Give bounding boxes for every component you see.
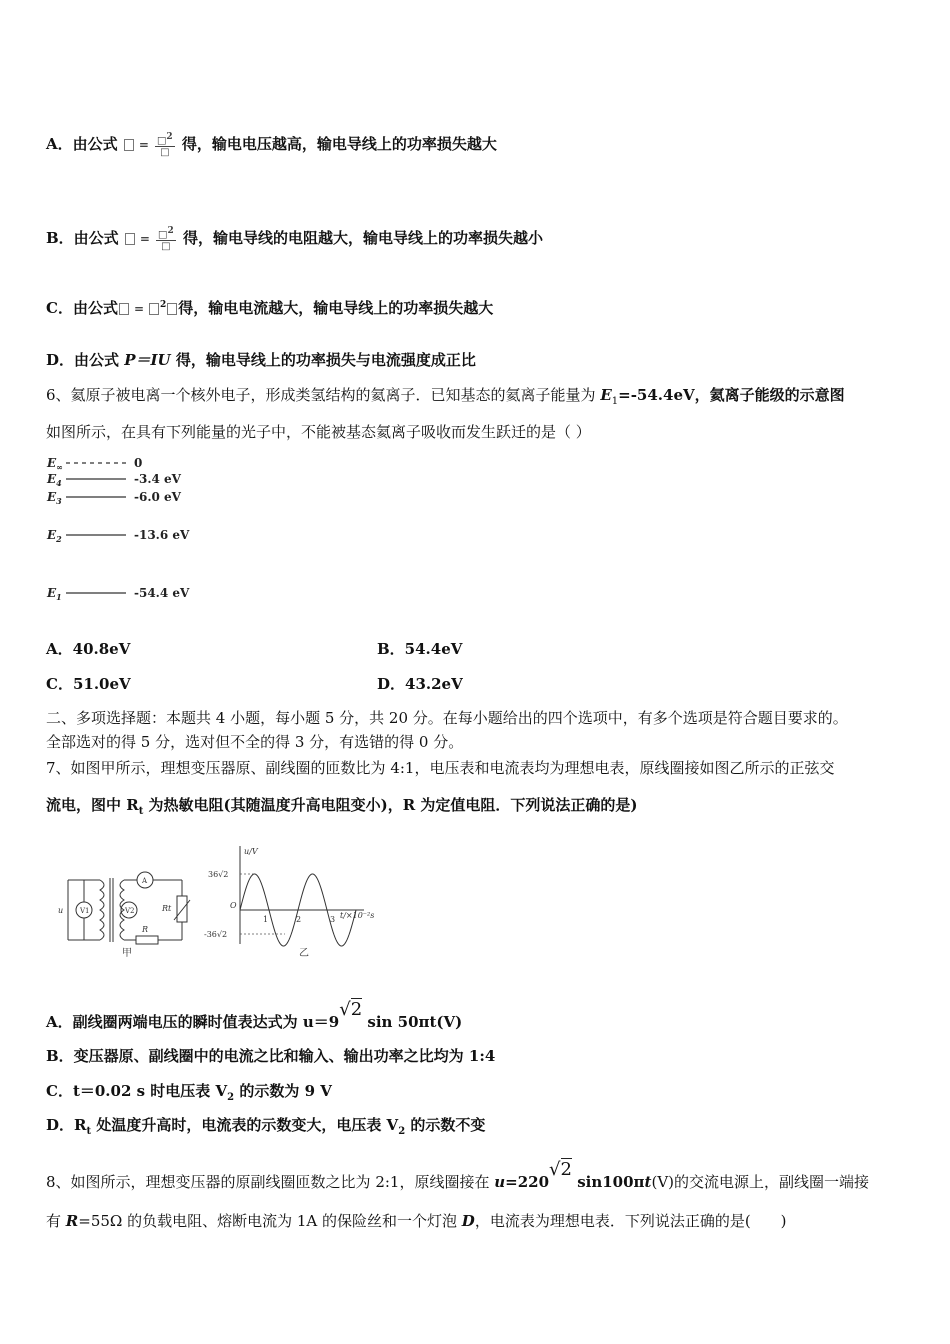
- formula-placeholder: [125, 233, 135, 245]
- svg-text:36√2: 36√2: [208, 870, 229, 879]
- q7-option-a[interactable]: A．副线圈两端电压的瞬时值表达式为 u＝9√2 sin 50πt(V): [46, 999, 463, 1031]
- section2-line1: 二、多项选择题：本题共 4 小题，每小题 5 分，共 20 分。在每小题给出的四个选项中，有多个选项是符合题目要求的。: [46, 709, 848, 727]
- sqrt-symbol: √2: [549, 1159, 572, 1180]
- q6-stem-line2: 如图所示，在具有下列能量的光子中，不能被基态氦离子吸收而发生跃迁的是（ ）: [46, 423, 591, 441]
- level-label-inf: $E_\infty$: [47, 456, 63, 472]
- level-value-4: -3.4 eV: [134, 472, 181, 486]
- level-value-1: -54.4 eV: [134, 586, 190, 600]
- svg-text:O: O: [230, 901, 237, 910]
- svg-text:-36√2: -36√2: [204, 930, 228, 939]
- q8-stem-line1: 8、如图所示，理想变压器的原副线圈匝数之比为 2:1，原线圈接在 u=220√2 sin100πt(V)的交流电源上，副线圈一端接: [46, 1159, 870, 1191]
- q7-stem-line1: 7、如图甲所示，理想变压器原、副线圈的匝数比为 4:1，电压表和电流表均为理想电表，原线圈接如图乙所示的正弦交: [46, 759, 835, 777]
- q5-option-b[interactable]: B．由公式 = $\frac{□^2}{□}$ 得，输电导线的电阻越大，输电导线上的功率损失越小: [46, 226, 543, 253]
- formula-text: P＝IU: [124, 351, 171, 369]
- q5-option-c[interactable]: C．由公式 = $^2$ 得，输电电流越大，输电导线上的功率损失越大: [46, 299, 494, 317]
- svg-text:3: 3: [330, 915, 336, 924]
- level-value-3: -6.0 eV: [134, 490, 181, 504]
- level-label-1: $E_1$: [47, 586, 62, 602]
- resistor-r: [136, 936, 158, 944]
- section2-line2: 全部选对的得 5 分，选对但不全的得 3 分，有选错的得 0 分。: [46, 733, 464, 751]
- q7-option-b[interactable]: B．变压器原、副线圈中的电流之比和输入、输出功率之比均为 1:4: [46, 1047, 496, 1065]
- level-label-4: $E_4$: [47, 472, 62, 488]
- q7-option-c[interactable]: C．t＝0.02 s 时电压表 $V_2$ 的示数为 9 V: [46, 1082, 332, 1103]
- q6-stem-line1: 6、氦原子被电离一个核外电子，形成类氢结构的氦离子．已知基态的氦离子能量为 $E_1=-54.4eV$，氦离子能级的示意图: [46, 386, 845, 407]
- q6-option-c[interactable]: C．51.0eV: [46, 675, 131, 693]
- svg-text:2: 2: [296, 915, 302, 924]
- svg-text:Rt: Rt: [162, 904, 172, 913]
- svg-text:u: u: [58, 906, 64, 915]
- formula-placeholder: [119, 303, 129, 315]
- formula-placeholder: [124, 139, 134, 151]
- svg-text:t/×10⁻²s: t/×10⁻²s: [340, 911, 375, 920]
- level-label-2: $E_2$: [47, 528, 62, 544]
- q6-option-a[interactable]: A．40.8eV: [46, 640, 131, 658]
- q7-option-d[interactable]: D．$R_t$ 处温度升高时，电流表的示数变大，电压表 $V_2$ 的示数不变: [46, 1116, 486, 1137]
- level-value-2: -13.6 eV: [134, 528, 190, 542]
- svg-text:1: 1: [263, 915, 269, 924]
- svg-text:V1: V1: [80, 907, 90, 915]
- svg-text:R: R: [142, 925, 149, 934]
- formula-fraction: $\frac{□^2}{□}$: [156, 132, 173, 159]
- figure-label-yi: 乙: [299, 948, 309, 959]
- q5-option-a[interactable]: A．由公式 = $\frac{□^2}{□}$ 得，输电电压越高，输电导线上的功率损失越大: [46, 132, 497, 159]
- q6-option-b[interactable]: B．54.4eV: [377, 640, 463, 658]
- primary-coil: [100, 880, 104, 940]
- figure-label-jia: 甲: [122, 948, 132, 959]
- svg-text:V2: V2: [125, 907, 135, 915]
- svg-text:A: A: [142, 877, 148, 885]
- q7-stem-line2: 流电，图中 $R_t$ 为热敏电阻(其随温度升高电阻变小)，R 为定值电阻．下列说法正确的是): [46, 796, 638, 817]
- level-label-3: $E_3$: [47, 490, 62, 506]
- q8-stem-line2: 有 R=55Ω 的负载电阻、熔断电流为 1A 的保险丝和一个灯泡 D，电流表为理想电表．下列说法正确的是( ): [46, 1212, 787, 1230]
- sqrt-symbol: √2: [339, 999, 363, 1020]
- energy-level-diagram: [44, 452, 204, 610]
- q5-option-d[interactable]: D．由公式 P＝IU 得，输电导线上的功率损失与电流强度成正比: [46, 351, 476, 369]
- svg-text:u/V: u/V: [244, 847, 258, 856]
- level-value-inf: 0: [134, 456, 143, 470]
- q6-option-d[interactable]: D．43.2eV: [377, 675, 463, 693]
- formula-fraction: $\frac{□^2}{□}$: [157, 226, 174, 253]
- transformer-and-waveform-figure: [44, 832, 394, 962]
- thermistor-rt: [177, 896, 187, 922]
